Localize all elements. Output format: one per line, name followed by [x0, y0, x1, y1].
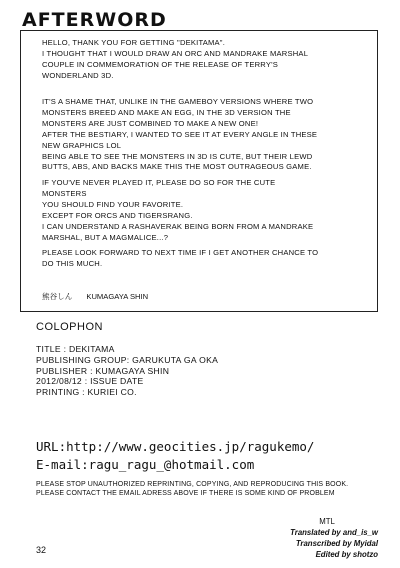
afterword-line: HELLO, THANK YOU FOR GETTING "DEKITAMA".: [42, 38, 226, 47]
afterword-line: IF YOU'VE NEVER PLAYED IT, PLEASE DO SO FOR THE CUTE: [42, 178, 276, 187]
notice-line: PLEASE STOP UNAUTHORIZED REPRINTING, COPYING, AND REPRODUCING THIS BOOK.: [36, 481, 349, 488]
afterword-line: I THOUGHT THAT I WOULD DRAW AN ORC AND MANDRAKE MARSHAL: [42, 48, 309, 58]
afterword-line: MONSTERS: [42, 188, 87, 198]
notice-line: PLEASE CONTACT THE EMAIL ADRESS ABOVE IF THERE IS SOME KIND OF PROBLEM: [36, 489, 335, 497]
afterword-line: BUTTS, ABS, AND BACKS MAKE THIS THE MOST OUTRAGEOUS GAME.: [42, 162, 312, 172]
signature-japanese: 熊谷しん: [42, 292, 73, 301]
afterword-line: COUPLE IN COMMEMORATION OF THE RELEASE OF TERRY'S: [42, 59, 279, 69]
website-url[interactable]: URL:http://www.geocities.jp/ragukemo/: [36, 439, 315, 454]
credit-line: Translated by and_is_w: [290, 528, 378, 537]
page-title: AFTERWORD: [22, 9, 167, 31]
credits-heading: MTL: [319, 517, 335, 526]
afterword-line: DO THIS MUCH.: [42, 258, 103, 268]
colophon-line: TITLE : DEKITAMA: [36, 344, 115, 354]
colophon-line: PRINTING : KURIEI CO.: [36, 387, 137, 398]
credit-line: Edited by shotzo: [315, 550, 378, 559]
page-number: 32: [36, 545, 47, 555]
afterword-line: NEW GRAPHICS LOL: [42, 140, 122, 150]
afterword-line: YOU SHOULD FIND YOUR FAVORITE.: [42, 199, 184, 209]
contact-email[interactable]: E-mail:ragu_ragu_@hotmail.com: [36, 457, 255, 472]
copyright-notice: [36, 481, 348, 499]
afterword-paragraph-4: [42, 248, 372, 270]
signature: [42, 291, 162, 302]
colophon-line: PUBLISHING GROUP: GARUKUTA GA OKA: [36, 354, 219, 365]
afterword-line: WONDERLAND 3D.: [42, 70, 114, 80]
signature-english: KUMAGAYA SHIN: [86, 292, 149, 301]
afterword-line: BEING ABLE TO SEE THE MONSTERS IN 3D IS CUTE, BUT THEIR LEWD: [42, 151, 313, 161]
credit-line: Transcribed by Myidal: [295, 539, 378, 548]
translation-credits: [290, 516, 378, 560]
colophon-line: PUBLISHER : KUMAGAYA SHIN: [36, 365, 170, 376]
afterword-paragraph-2: [42, 97, 372, 173]
colophon-list: [36, 344, 218, 398]
afterword-line: MARSHAL, BUT A MAGMALICE...?: [42, 232, 169, 242]
afterword-line: AFTER THE BESTIARY, I WANTED TO SEE IT AT EVERY ANGLE IN THESE: [42, 129, 318, 139]
afterword-line: EXCEPT FOR ORCS AND TIGERSRANG.: [42, 210, 193, 220]
afterword-line: IT'S A SHAME THAT, UNLIKE IN THE GAMEBOY VERSIONS WHERE TWO: [42, 97, 314, 106]
afterword-line: PLEASE LOOK FORWARD TO NEXT TIME IF I GET ANOTHER CHANCE TO: [42, 248, 319, 257]
afterword-line: MONSTERS ARE JUST COMBINED TO MAKE A NEW ONE!: [42, 118, 259, 128]
afterword-line: MONSTERS BREED AND MAKE AN EGG, IN THE 3D VERSION THE: [42, 107, 291, 117]
afterword-line: I CAN UNDERSTAND A RASHAVERAK BEING BORN FROM A MANDRAKE: [42, 221, 314, 231]
afterword-paragraph-1: [42, 38, 372, 82]
colophon-heading: COLOPHON: [36, 321, 103, 333]
colophon-line: 2012/08/12 : ISSUE DATE: [36, 376, 144, 387]
afterword-paragraph-3: [42, 178, 372, 243]
